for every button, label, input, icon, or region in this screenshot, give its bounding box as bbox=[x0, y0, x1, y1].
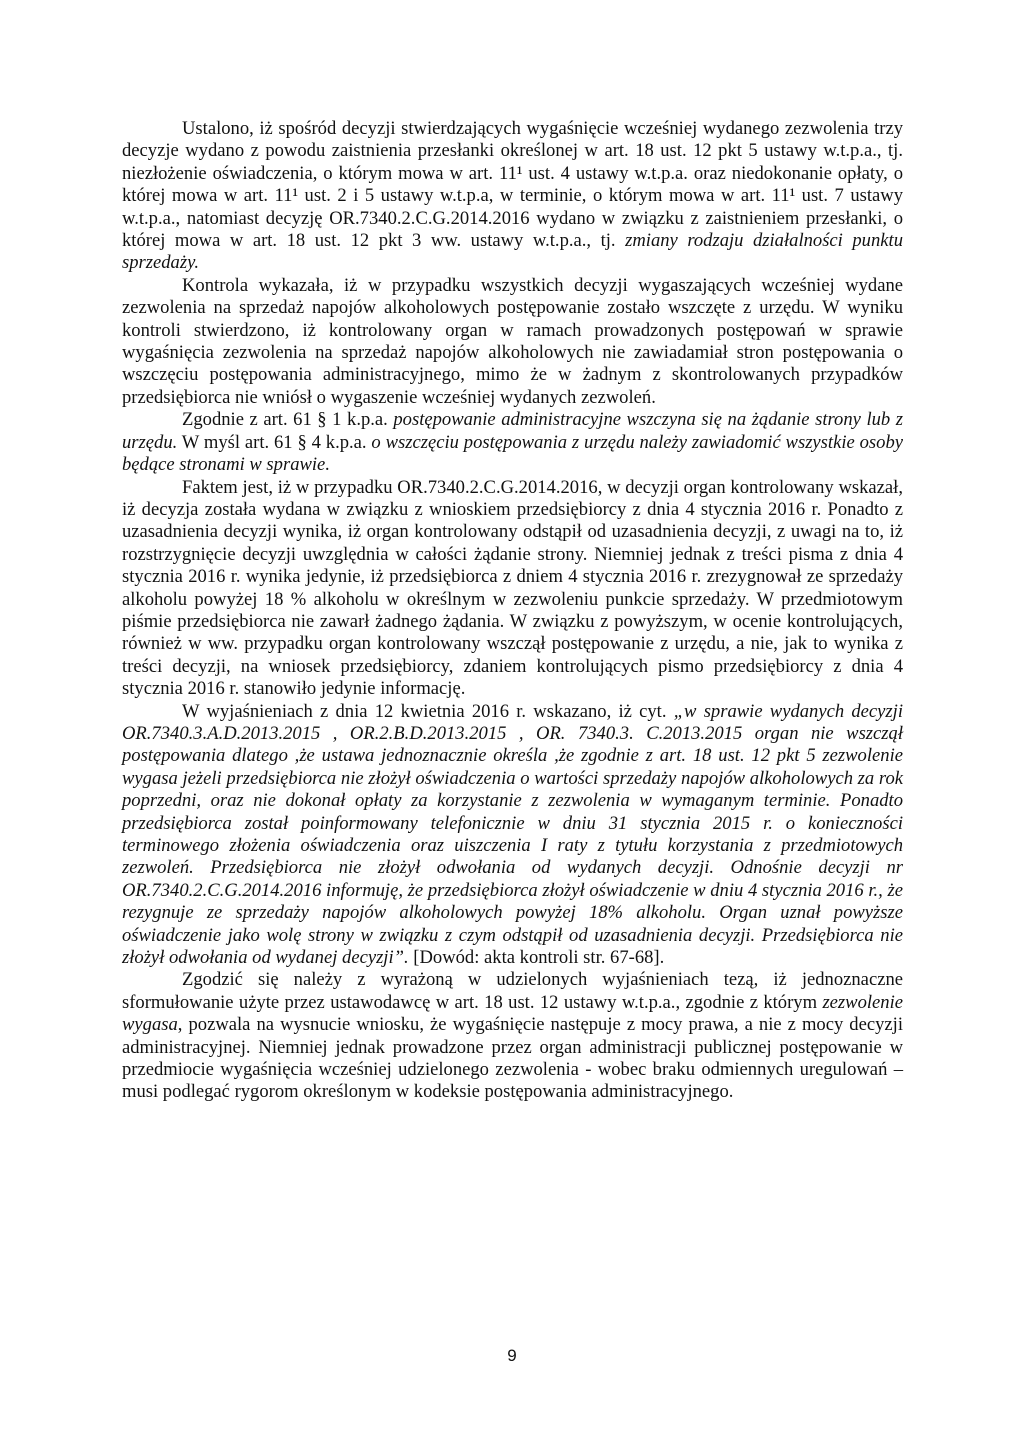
italic-text-segment: „w sprawie wydanych decyzji OR.7340.3.A.D.2013.2015 , OR.2.B.D.2013.2015 , OR. 7340.3. C.2013.2015 organ nie wszczął postępowania dlatego ,że ustawa jednoznacznie określa ,że zgodnie z art. 18 ust. 12 pkt 5 zezwolenie wygasa jeżeli przedsiębiorca nie złożył oświadczenia o wartości sprzedaży napojów alkoholowych za rok poprzedni, oraz nie dokonał opłaty za korzystanie z zezwolenia w wymaganym terminie. Ponadto przedsiębiorca został poinformowany telefonicznie w dniu 31 stycznia 2015 r. o konieczności terminowego złożenia oświadczenia oraz uiszczenia I raty z tytułu korzystania z przedmiotowych zezwoleń. Przedsiębiorca nie złożył odwołania od wydanych decyzji. Odnośnie decyzji nr OR.7340.2.C.G.2014.2016 informuję, że przedsiębiorca złożył oświadczenie w dniu 4 stycznia 2016 r., że rezygnuje ze sprzedaży napojów alkoholowych powyżej 18% alkoholu. Organ uznał powyższe oświadczenie jako wolę strony w związku z czym odstąpił od uzasadnienia decyzji. Przedsiębiorca nie złożył odwołania od wydanej decyzji”. bbox=[122, 700, 904, 969]
text-segment: Faktem jest, iż w przypadku OR.7340.2.C.G.2014.2016, w decyzji organ kontrolowany wskazał, iż decyzja została wydana w związku z wnioskiem przedsiębiorcy z dnia 4 stycznia 2016 r. Ponadto z uzasadnienia decyzji wynika, iż organ kontrolowany odstąpił od uzasadnienia decyzji, z uwagi na to, iż rozstrzygnięcie decyzji uwzględnia w całości żądanie strony. Niemniej jednak z treści pisma z dnia 4 stycznia 2016 r. wynika jedynie, iż przedsiębiorca z dniem 4 stycznia 2016 r. zrezygnował ze sprzedaży alkoholu powyżej 18 % alkoholu w określnym w zezwoleniu punkcie sprzedaży. W przedmiotowym piśmie przedsiębiorca nie zawarł żadnego żądania. W związku z powyższym, w ocenie kontrolujących, również w ww. przypadku organ kontrolowany wszczął postępowanie z urzędu, a nie, jak to wynika z treści decyzji, na wniosek przedsiębiorcy, zdaniem kontrolujących pismo przedsiębiorcy z dnia 4 stycznia 2016 r. stanowiło jedynie informację. bbox=[122, 476, 903, 700]
paragraph bbox=[122, 409, 903, 476]
paragraph bbox=[122, 701, 903, 970]
text-segment: W wyjaśnieniach z dnia 12 kwietnia 2016 r. wskazano, iż cyt. bbox=[182, 700, 674, 722]
text-segment: [Dowód: akta kontroli str. 67-68]. bbox=[408, 947, 665, 969]
page-number: 9 bbox=[507, 1346, 517, 1365]
paragraph bbox=[122, 118, 903, 275]
text-segment: Kontrola wykazała, iż w przypadku wszystkich decyzji wygaszających wcześniej wydane zezwolenia na sprzedaż napojów alkoholowych postępowanie zostało wszczęte z urzędu. W wyniku kontroli stwierdzono, iż kontrolowany organ w ramach prowadzonych postępowań w sprawie wygaśnięcia zezwolenia na sprzedaż napojów alkoholowych nie zawiadamiał stron postępowania o wszczęciu postępowania administracyjnego, mimo że w żadnym z skontrolowanych przypadków przedsiębiorca nie wniósł o wygaszenie wcześniej wydanych zezwoleń. bbox=[122, 274, 903, 408]
text-segment: Zgodzić się należy z wyrażoną w udzielonych wyjaśnieniach tezą, iż jednoznaczne sformułowanie użyte przez ustawodawcę w art. 18 ust. 12 ustawy w.t.p.a., zgodnie z którym bbox=[122, 969, 903, 1013]
paragraph bbox=[122, 477, 903, 701]
paragraph bbox=[122, 969, 903, 1103]
italic-text-segment: o wszczęciu postępowania z urzędu należy zawiadomić wszystkie osoby będące stronami w sprawie. bbox=[122, 431, 903, 476]
text-segment: Zgodnie z art. 61 § 1 k.p.a. bbox=[182, 409, 394, 431]
text-segment: , pozwala na wysnucie wniosku, że wygaśnięcie następuje z mocy prawa, a nie z mocy decyzji administracyjnej. Niemniej jednak prowadzone przez organ administracji publicznej postępowanie w przedmiocie wygaśnięcia wcześniej udzielonego zezwolenia - wobec braku odmiennych uregulowań – musi podlegać rygorom określonym w kodeksie postępowania administracyjnego. bbox=[122, 1014, 903, 1103]
italic-text-segment: zmiany rodzaju działalności punktu sprzedaży. bbox=[122, 230, 903, 274]
text-segment: Ustalono, iż spośród decyzji stwierdzających wygaśnięcie wcześniej wydanego zezwolenia trzy decyzje wydano z powodu zaistnienia przesłanki określonej w art. 18 ust. 12 pkt 5 ustawy w.t.p.a., tj. niezłożenie oświadczenia, o którym mowa w art. 11¹ ust. 4 ustawy w.t.p.a. oraz niedokonanie opłaty, o której mowa w art. 11¹ ust. 2 i 5 ustawy w.t.p.a, w terminie, o którym mowa w art. 11¹ ust. 7 ustawy w.t.p.a., natomiast decyzję OR.7340.2.C.G.2014.2016 wydano w związku z zaistnieniem przesłanki, o której mowa w art. 18 ust. 12 pkt 3 ww. ustawy w.t.p.a., tj. bbox=[122, 118, 903, 252]
italic-text-segment: postępowanie administracyjne wszczyna się na żądanie strony lub z urzędu. bbox=[122, 409, 903, 453]
italic-text-segment: zezwolenie wygasa bbox=[122, 991, 903, 1036]
text-segment: W myśl art. 61 § 4 k.p.a. bbox=[177, 431, 372, 453]
document-body bbox=[122, 118, 903, 1104]
paragraph bbox=[122, 275, 903, 409]
